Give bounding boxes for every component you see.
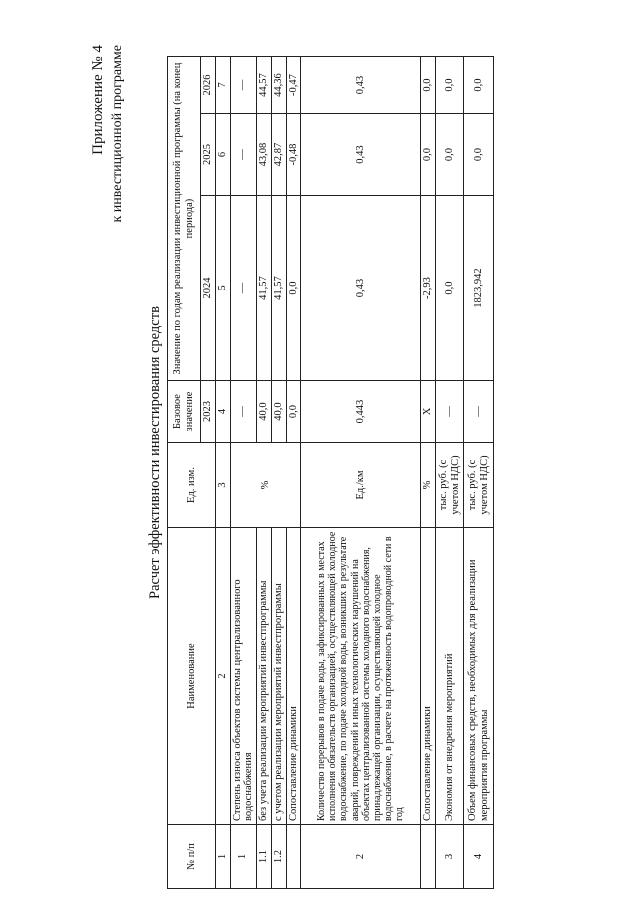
row-num: 4 — [464, 825, 494, 889]
cell-2025: 0,0 — [421, 114, 436, 196]
cell-2025: -0,48 — [286, 114, 301, 196]
row-name: Сопоставление динамики — [421, 528, 436, 825]
cell-base: 0,443 — [301, 381, 421, 443]
header-year-2026: 2026 — [201, 57, 216, 114]
cell-base: — — [464, 381, 494, 443]
cell-base: — — [436, 381, 464, 443]
header-years-group: Значение по годам реализации инвестиционной программы (на конец периода) — [168, 57, 201, 381]
row-name: Объем финансовых средств, необходимых для реализации мероприятия программы — [464, 528, 494, 825]
document-title: Расчет эффективности инвестирования средств — [147, 306, 163, 599]
col-number: 5 — [215, 196, 230, 381]
header-name: Наименование — [168, 528, 216, 825]
cell-2024: 0,0 — [286, 196, 301, 381]
cell-base: Х — [421, 381, 436, 443]
col-number: 6 — [215, 114, 230, 196]
cell-2026: 44,36 — [271, 57, 286, 114]
header-unit: Ед. изм. — [168, 443, 216, 528]
row-name: Степень износа объектов системы централизованного водоснабжения — [230, 528, 257, 825]
cell-2026: -0,47 — [286, 57, 301, 114]
row-name: Экономия от внедрения мероприятий — [436, 528, 464, 825]
row-num — [286, 825, 301, 889]
header-num: № п/п — [168, 825, 216, 889]
header-base: Базовое значение — [168, 381, 201, 443]
row-num: 1.2 — [271, 825, 286, 889]
row-unit: тыс. руб. (с учетом НДС) — [436, 443, 464, 528]
row-name: Количество перерывов в подаче воды, зафиксированных в местах исполнения обязательств организацией, осуществляющей холодное водоснабжение, по подаче холодной воды, возникших в результате аварий, повреждений и иных технологических нарушений на объектах централизованной системы холодного водоснабжения, принадлежащей организации, осуществляющей холодное водоснабжение, в расчете на протяженность водопроводной сети в год — [301, 528, 421, 825]
cell-2026: 0,0 — [436, 57, 464, 114]
cell-2024: 41,57 — [271, 196, 286, 381]
col-number: 1 — [215, 825, 230, 889]
cell-2026: — — [230, 57, 257, 114]
row-num: 2 — [301, 825, 421, 889]
table-row — [464, 57, 494, 889]
row-num: 3 — [436, 825, 464, 889]
col-number: 2 — [215, 528, 230, 825]
row-unit: Ед./км — [301, 443, 421, 528]
col-number: 7 — [215, 57, 230, 114]
annex-subtitle: к инвестиционной программе — [110, 45, 125, 223]
row-num: 1.1 — [257, 825, 272, 889]
cell-2025: 0,0 — [436, 114, 464, 196]
cell-2024: 1823,942 — [464, 196, 494, 381]
efficiency-table — [167, 56, 494, 889]
row-unit: тыс. руб. (с учетом НДС) — [464, 443, 494, 528]
row-name: без учета реализации мероприятий инвестпрограммы — [257, 528, 272, 825]
cell-2025: 43,08 — [257, 114, 272, 196]
cell-2026: 0,0 — [421, 57, 436, 114]
header-year-2025: 2025 — [201, 114, 216, 196]
cell-2024: — — [230, 196, 257, 381]
table-row — [230, 57, 257, 889]
row-unit: % — [230, 443, 301, 528]
row-name: Сопоставление динамики — [286, 528, 301, 825]
cell-2025: 42,87 — [271, 114, 286, 196]
col-number: 3 — [215, 443, 230, 528]
cell-2024: 0,43 — [301, 196, 421, 381]
cell-base: 0,0 — [286, 381, 301, 443]
table-row — [301, 57, 421, 889]
cell-base: — — [230, 381, 257, 443]
cell-2025: 0,0 — [464, 114, 494, 196]
cell-2026: 0,0 — [464, 57, 494, 114]
table-row — [421, 57, 436, 889]
header-year-2024: 2024 — [201, 196, 216, 381]
cell-base: 40,0 — [271, 381, 286, 443]
row-unit: % — [421, 443, 436, 528]
column-numbers-row — [215, 57, 230, 889]
col-number: 4 — [215, 381, 230, 443]
cell-base: 40,0 — [257, 381, 272, 443]
row-num — [421, 825, 436, 889]
cell-2026: 44,57 — [257, 57, 272, 114]
row-num: 1 — [230, 825, 257, 889]
cell-2026: 0,43 — [301, 57, 421, 114]
row-name: с учетом реализации мероприятий инвестпрограммы — [271, 528, 286, 825]
table-row — [436, 57, 464, 889]
cell-2025: — — [230, 114, 257, 196]
cell-2024: 0,0 — [436, 196, 464, 381]
cell-2024: -2,93 — [421, 196, 436, 381]
header-base-year: 2023 — [201, 381, 216, 443]
cell-2025: 0,43 — [301, 114, 421, 196]
cell-2024: 41,57 — [257, 196, 272, 381]
annex-title: Приложение № 4 — [90, 45, 106, 155]
